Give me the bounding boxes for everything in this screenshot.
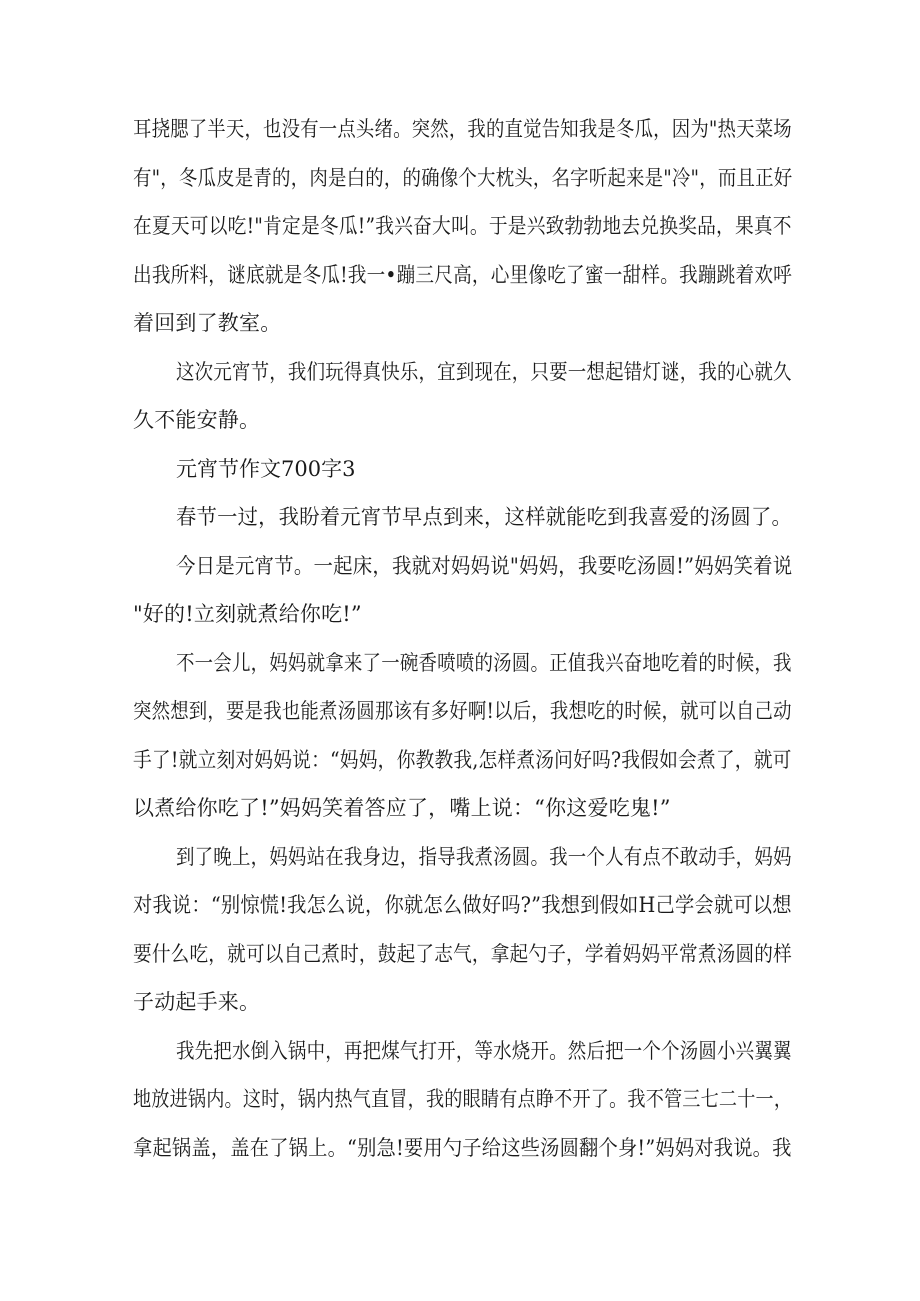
- text-line: 久不能安静。: [133, 408, 261, 432]
- text-line: 今日是元宵节。一起床，我就对妈妈说"妈妈，我要吃汤圆!”妈妈笑着说: [176, 554, 793, 578]
- text-line: 耳挠腮了半天，也没有一点头绪。突然，我的直觉告知我是冬瓜，因为"热天菜场: [133, 117, 792, 141]
- text-line: 着回到了教室。: [133, 311, 282, 335]
- text-line: 拿起锅盖，盖在了锅上。“别急!要用勺子给这些汤圆翻个身!”妈妈对我说。我: [133, 1136, 792, 1160]
- text-line: "好的!立刻就煮给你吃!”: [133, 602, 362, 626]
- text-line: 对我说：“别惊慌!我怎么说，你就怎么做好吗?”我想到假如H己学会就可以想: [133, 893, 792, 917]
- text-line: 不一会儿，妈妈就拿来了一碗香喷喷的汤圆。正值我兴奋地吃着的时候，我: [176, 651, 792, 675]
- text-line: 子动起手来。: [133, 990, 261, 1014]
- text-line: 我先把水倒入锅中，再把煤气打开，等水烧开。然后把一个个汤圆小兴翼翼: [176, 1039, 792, 1063]
- section-heading: 元宵节作文700字3: [176, 457, 356, 481]
- text-line: 在夏天可以吃!"肯定是冬瓜!”我兴奋大叫。于是兴致勃勃地去兑换奖品，果真不: [133, 214, 792, 238]
- text-line: 地放进锅内。这时，锅内热气直冒，我的眼睛有点睁不开了。我不管三七二十一，: [133, 1087, 793, 1111]
- text-line: 春节一过，我盼着元宵节早点到来，这样就能吃到我喜爱的汤圆了。: [176, 505, 793, 529]
- text-line: 出我所料，谜底就是冬瓜!我一•蹦三尺高，心里像吃了蜜一甜样。我蹦跳着欢呼: [133, 263, 792, 287]
- text-line: 这次元宵节，我们玩得真快乐，宜到现在，只要一想起错灯谜，我的心就久: [176, 360, 792, 384]
- text-line: 到了晚上，妈妈站在我身边，指导我煮汤圆。我一个人有点不敢动手，妈妈: [176, 845, 792, 869]
- text-line: 要什么吃，就可以自己煮时，鼓起了志气，拿起勺子，学着妈妈平常煮汤圆的样: [133, 942, 792, 966]
- text-line: 以煮给你吃了!”妈妈笑着答应了，嘴上说：“你这爱吃鬼!”: [133, 796, 671, 820]
- text-line: 手了!就立刻对妈妈说：“妈妈，你教教我,怎样煮汤问好吗?我假如会煮了，就可: [133, 748, 792, 772]
- text-line: 有"，冬瓜皮是青的，肉是白的，的确像个大枕头，名字听起来是"冷"，而且正好: [133, 166, 793, 190]
- text-line: 突然想到，要是我也能煮汤圆那该有多好啊!以后，我想吃的时候，就可以自己动: [133, 699, 792, 723]
